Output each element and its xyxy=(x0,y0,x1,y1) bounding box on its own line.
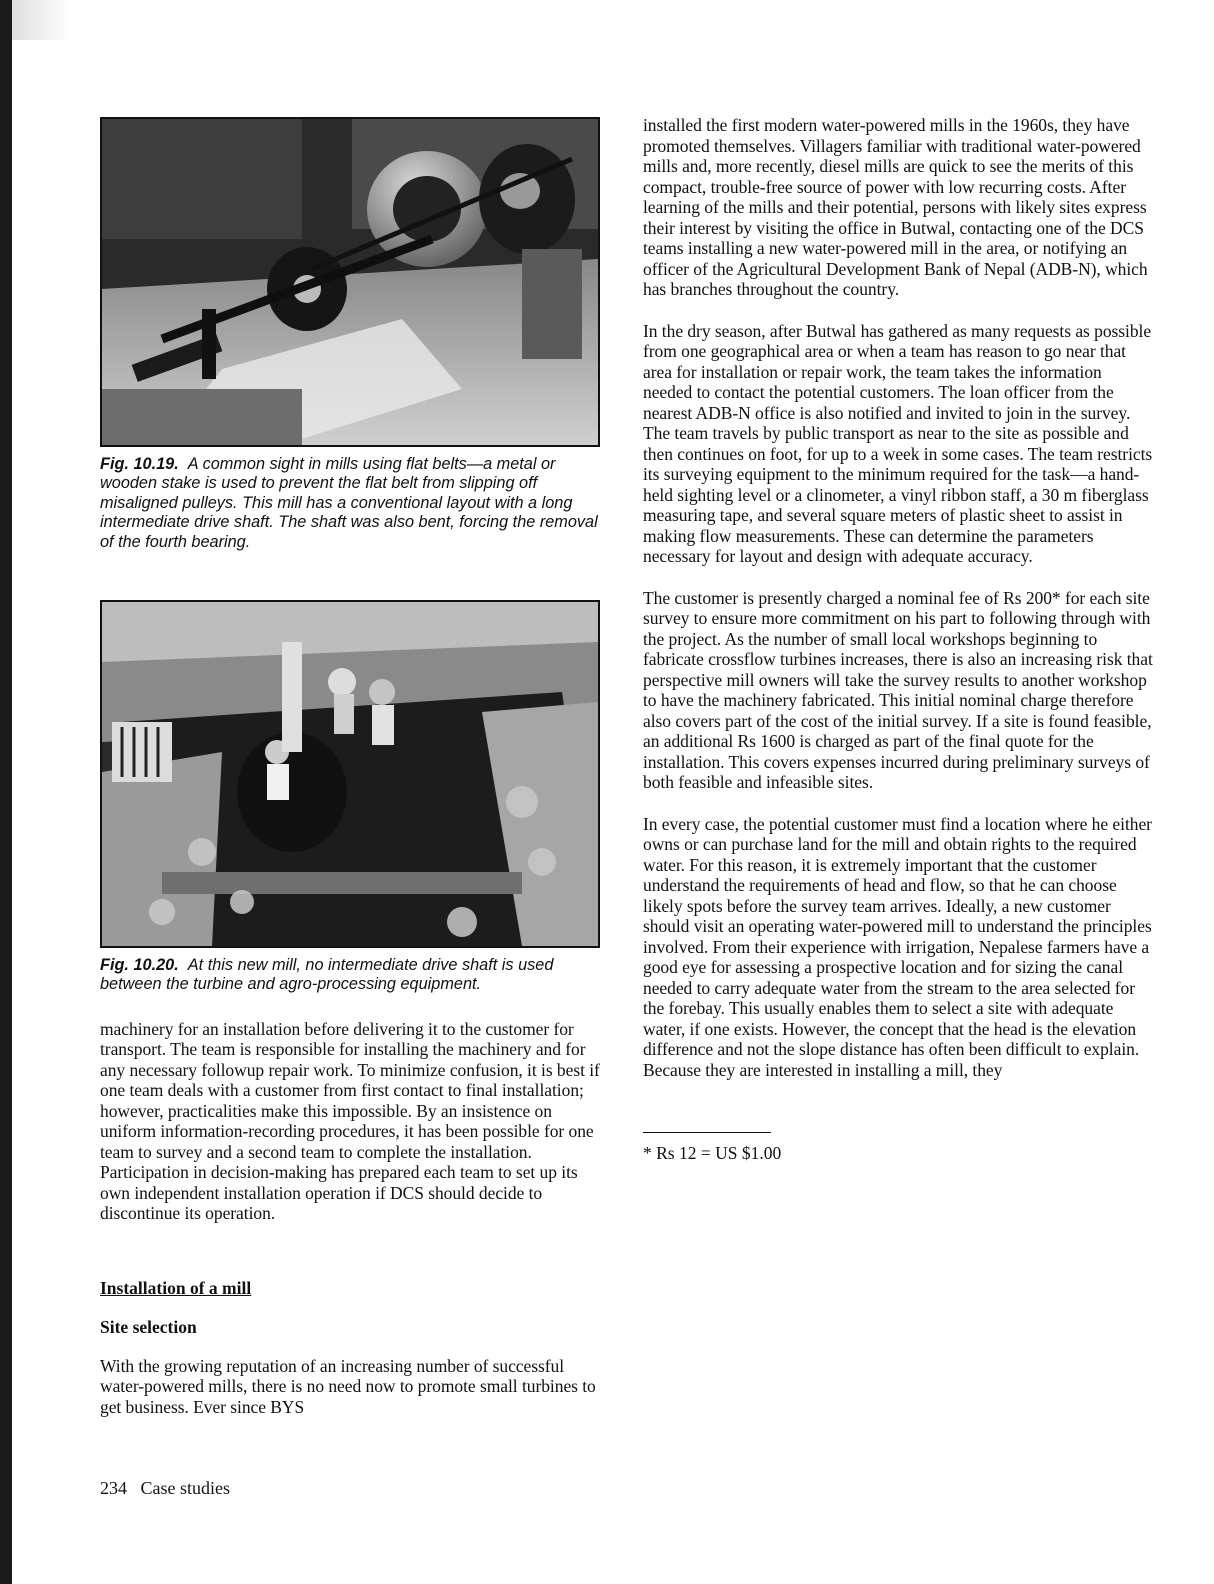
footnote-exchange-rate: * Rs 12 = US $1.00 xyxy=(643,1143,782,1163)
mill-belt-photo-illustration xyxy=(102,119,598,445)
right-paragraph-2: In the dry season, after Butwal has gathered as many requests as possible from one geographical area or when a team has reason to go near that area for installation or repair work, the team takes the information needed to contact the potential customers. The loan officer from the nearest ADB-N office is also notified and invited to join in the survey. The team travels by public transport as near to the site as possible and then continues on foot, for up to a week in some cases. The team restricts its surveying equipment to the minimum required for the task—a hand-held sighting level or a clinometer, a vinyl ribbon staff, a 30 m fiberglass measuring tape, and several square meters of plastic sheet to assist in making flow measurements. These can determine the parameters necessary for layout and design with adequate accuracy. xyxy=(643,320,1153,566)
left-column xyxy=(100,117,610,1417)
right-column xyxy=(643,115,1153,1164)
right-paragraph-4: In every case, the potential customer must find a location where he either owns or can purchase land for the mill and obtain rights to the required water. For this reason, it is extremely important that the customer understand the requirements of head and flow, so that he can choose likely spots before the survey team arrives. Ideally, a new customer should visit an operating water-powered mill to understand the principles involved. From their experience with irrigation, Nepalese farmers have a good eye for assessing a prospective location and for sizing the canal needed to carry adequate water from the stream to the area selected for the forebay. This usually enables them to select a site with adequate water, if one exists. However, the concept that the head is the elevation difference and not the slope distance has often been difficult to explain. Because they are interested in installing a mill, they xyxy=(643,813,1152,1080)
footnote-rule xyxy=(643,1132,771,1133)
figure-10-19-label: Fig. 10.19. xyxy=(100,455,179,473)
figure-10-19-caption xyxy=(100,455,610,552)
figure-10-20-label: Fig. 10.20. xyxy=(100,956,179,975)
left-body-paragraph: machinery for an installation before delivering it to the customer for transport. The team is responsible for installing the machinery and for any necessary followup repair work. To minimize confusion, it is best if one team deals with a customer from first contact to final installation; however, practicalities make this impossible. By an insistence on uniform information-recording procedures, it has been possible for one team to survey and a second team to complete the installation. Participation in decision-making has prepared each team to set up its own independent installation operation if DCS should decide to discontinue its operation. xyxy=(100,1018,600,1224)
figure-10-19-photo xyxy=(100,117,600,447)
section-heading-installation: Installation of a mill xyxy=(100,1277,252,1298)
mill-construction-photo-illustration xyxy=(102,602,598,946)
right-paragraph-1: installed the first modern water-powered mills in the 1960s, they have promoted themselves. Villagers familiar with traditional water-powered mills and, more recently, diesel mills are quick to see the merits of this compact, trouble-free source of power with low recurring costs. After learning of the mills and their potential, persons with likely sites express their interest by visiting the office in Butwal, contacting one of the DCS teams installing a new water-powered mill in the area, or notifying an officer of the Agricultural Development Bank of Nepal (ADB-N), which has branches throughout the country. xyxy=(643,115,1148,299)
right-paragraph-3: The customer is presently charged a nominal fee of Rs 200* for each site survey to ensure more commitment on his part to following through with the project. As the number of small local workshops beginning to fabricate crossflow turbines increases, there is also an increasing risk that perspective mill owners will take the survey results to another workshop to have the machinery fabricated. This initial nominal charge therefore also covers part of the cost of the initial survey. If a site is found feasible, an additional Rs 1600 is charged as part of the final quote for the installation. This covers expenses incurred during preliminary surveys of both feasible and infeasible sites. xyxy=(643,587,1153,792)
site-selection-paragraph: With the growing reputation of an increasing number of successful water-powered mills, there is no need now to promote small turbines to get business. Ever since BYS xyxy=(100,1355,596,1417)
scan-edge-fade xyxy=(12,0,72,40)
figure-10-20-caption-text: At this new mill, no intermediate drive shaft is used between the turbine and agro-processing equipment. xyxy=(100,956,554,994)
figure-10-19-caption-text: A common sight in mills using flat belts—a metal or wooden stake is used to prevent the flat belt from slipping off misaligned pulleys. This mill has a conventional layout with a long intermediate drive shaft. The shaft was also bent, forcing the removal of the fourth bearing. xyxy=(100,455,598,551)
page-folio: 234 Case studies xyxy=(100,1478,230,1498)
figure-10-20-photo xyxy=(100,600,600,948)
scan-edge-bar xyxy=(0,0,12,1584)
figure-10-20-caption xyxy=(100,956,610,995)
subsection-heading-site-selection: Site selection xyxy=(100,1316,197,1337)
